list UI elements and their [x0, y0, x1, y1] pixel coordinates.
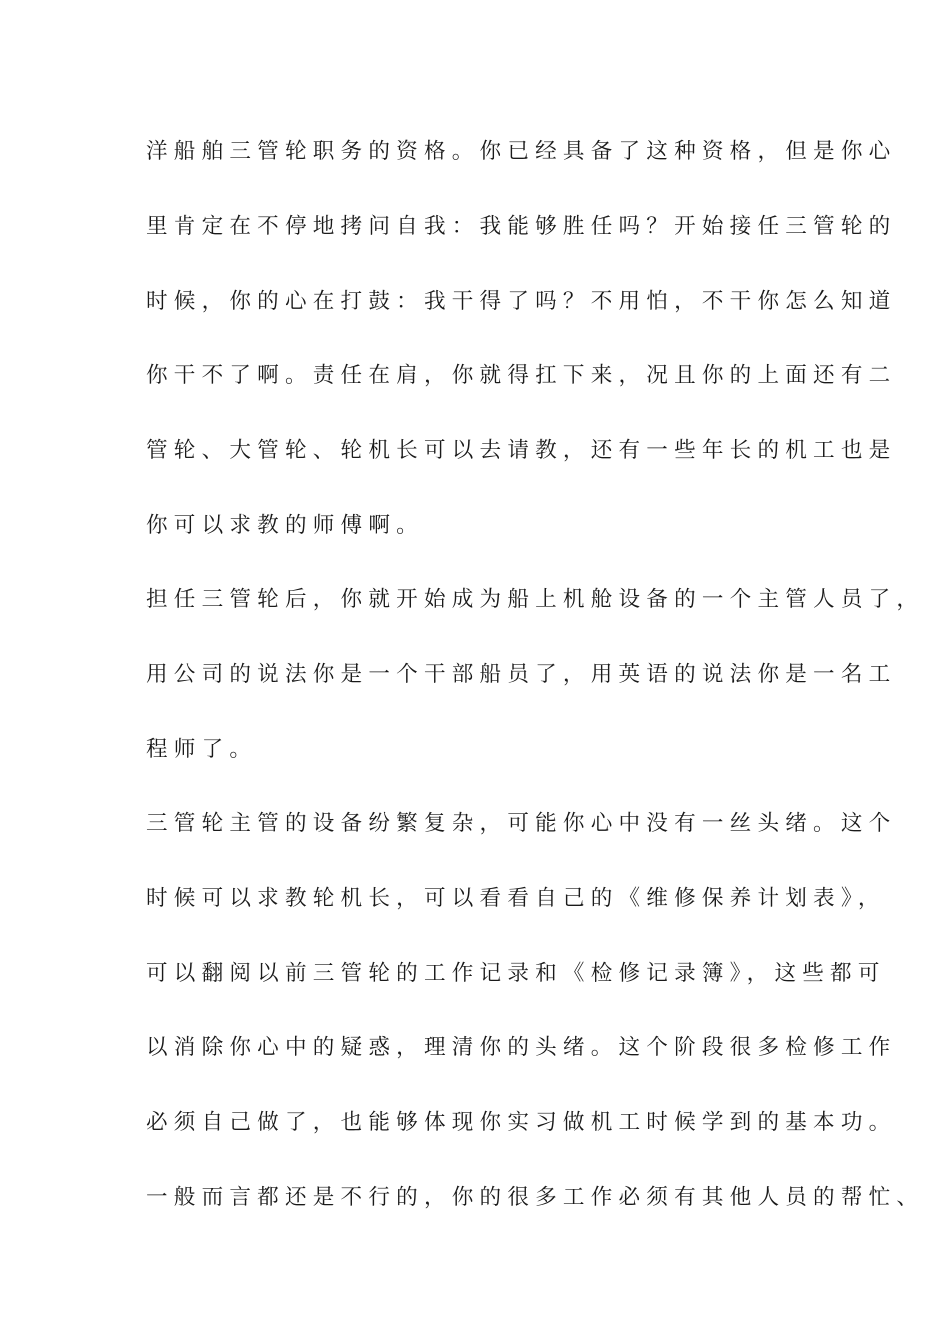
text-line: 管轮、大管轮、轮机长可以去请教，还有一些年长的机工也是	[146, 438, 897, 463]
text-line: 必须自己做了，也能够体现你实习做机工时候学到的基本功。	[146, 1110, 897, 1135]
text-line: 以消除你心中的疑惑，理清你的头绪。这个阶段很多检修工作	[146, 1035, 897, 1060]
text-line: 程师了。	[146, 737, 258, 762]
text-line: 你干不了啊。责任在肩，你就得扛下来，况且你的上面还有二	[146, 363, 897, 388]
text-line: 里肯定在不停地拷问自我：我能够胜任吗？开始接任三管轮的	[146, 214, 897, 239]
text-line: 时候可以求教轮机长，可以看看自己的《维修保养计划表》，	[146, 886, 886, 911]
text-line: 你可以求教的师傅啊。	[146, 513, 424, 538]
text-line: 可以翻阅以前三管轮的工作记录和《检修记录簿》，这些都可	[146, 961, 886, 986]
text-line: 用公司的说法你是一个干部船员了，用英语的说法你是一名工	[146, 662, 897, 687]
text-line: 时候，你的心在打鼓：我干得了吗？不用怕，不干你怎么知道	[146, 289, 897, 314]
text-line: 洋船舶三管轮职务的资格。你已经具备了这种资格，但是你心	[146, 139, 897, 164]
text-line: 一般而言都还是不行的，你的很多工作必须有其他人员的帮忙、	[146, 1185, 925, 1210]
text-line: 担任三管轮后，你就开始成为船上机舱设备的一个主管人员了，	[146, 587, 925, 612]
text-line: 三管轮主管的设备纷繁复杂，可能你心中没有一丝头绪。这个	[146, 811, 897, 836]
